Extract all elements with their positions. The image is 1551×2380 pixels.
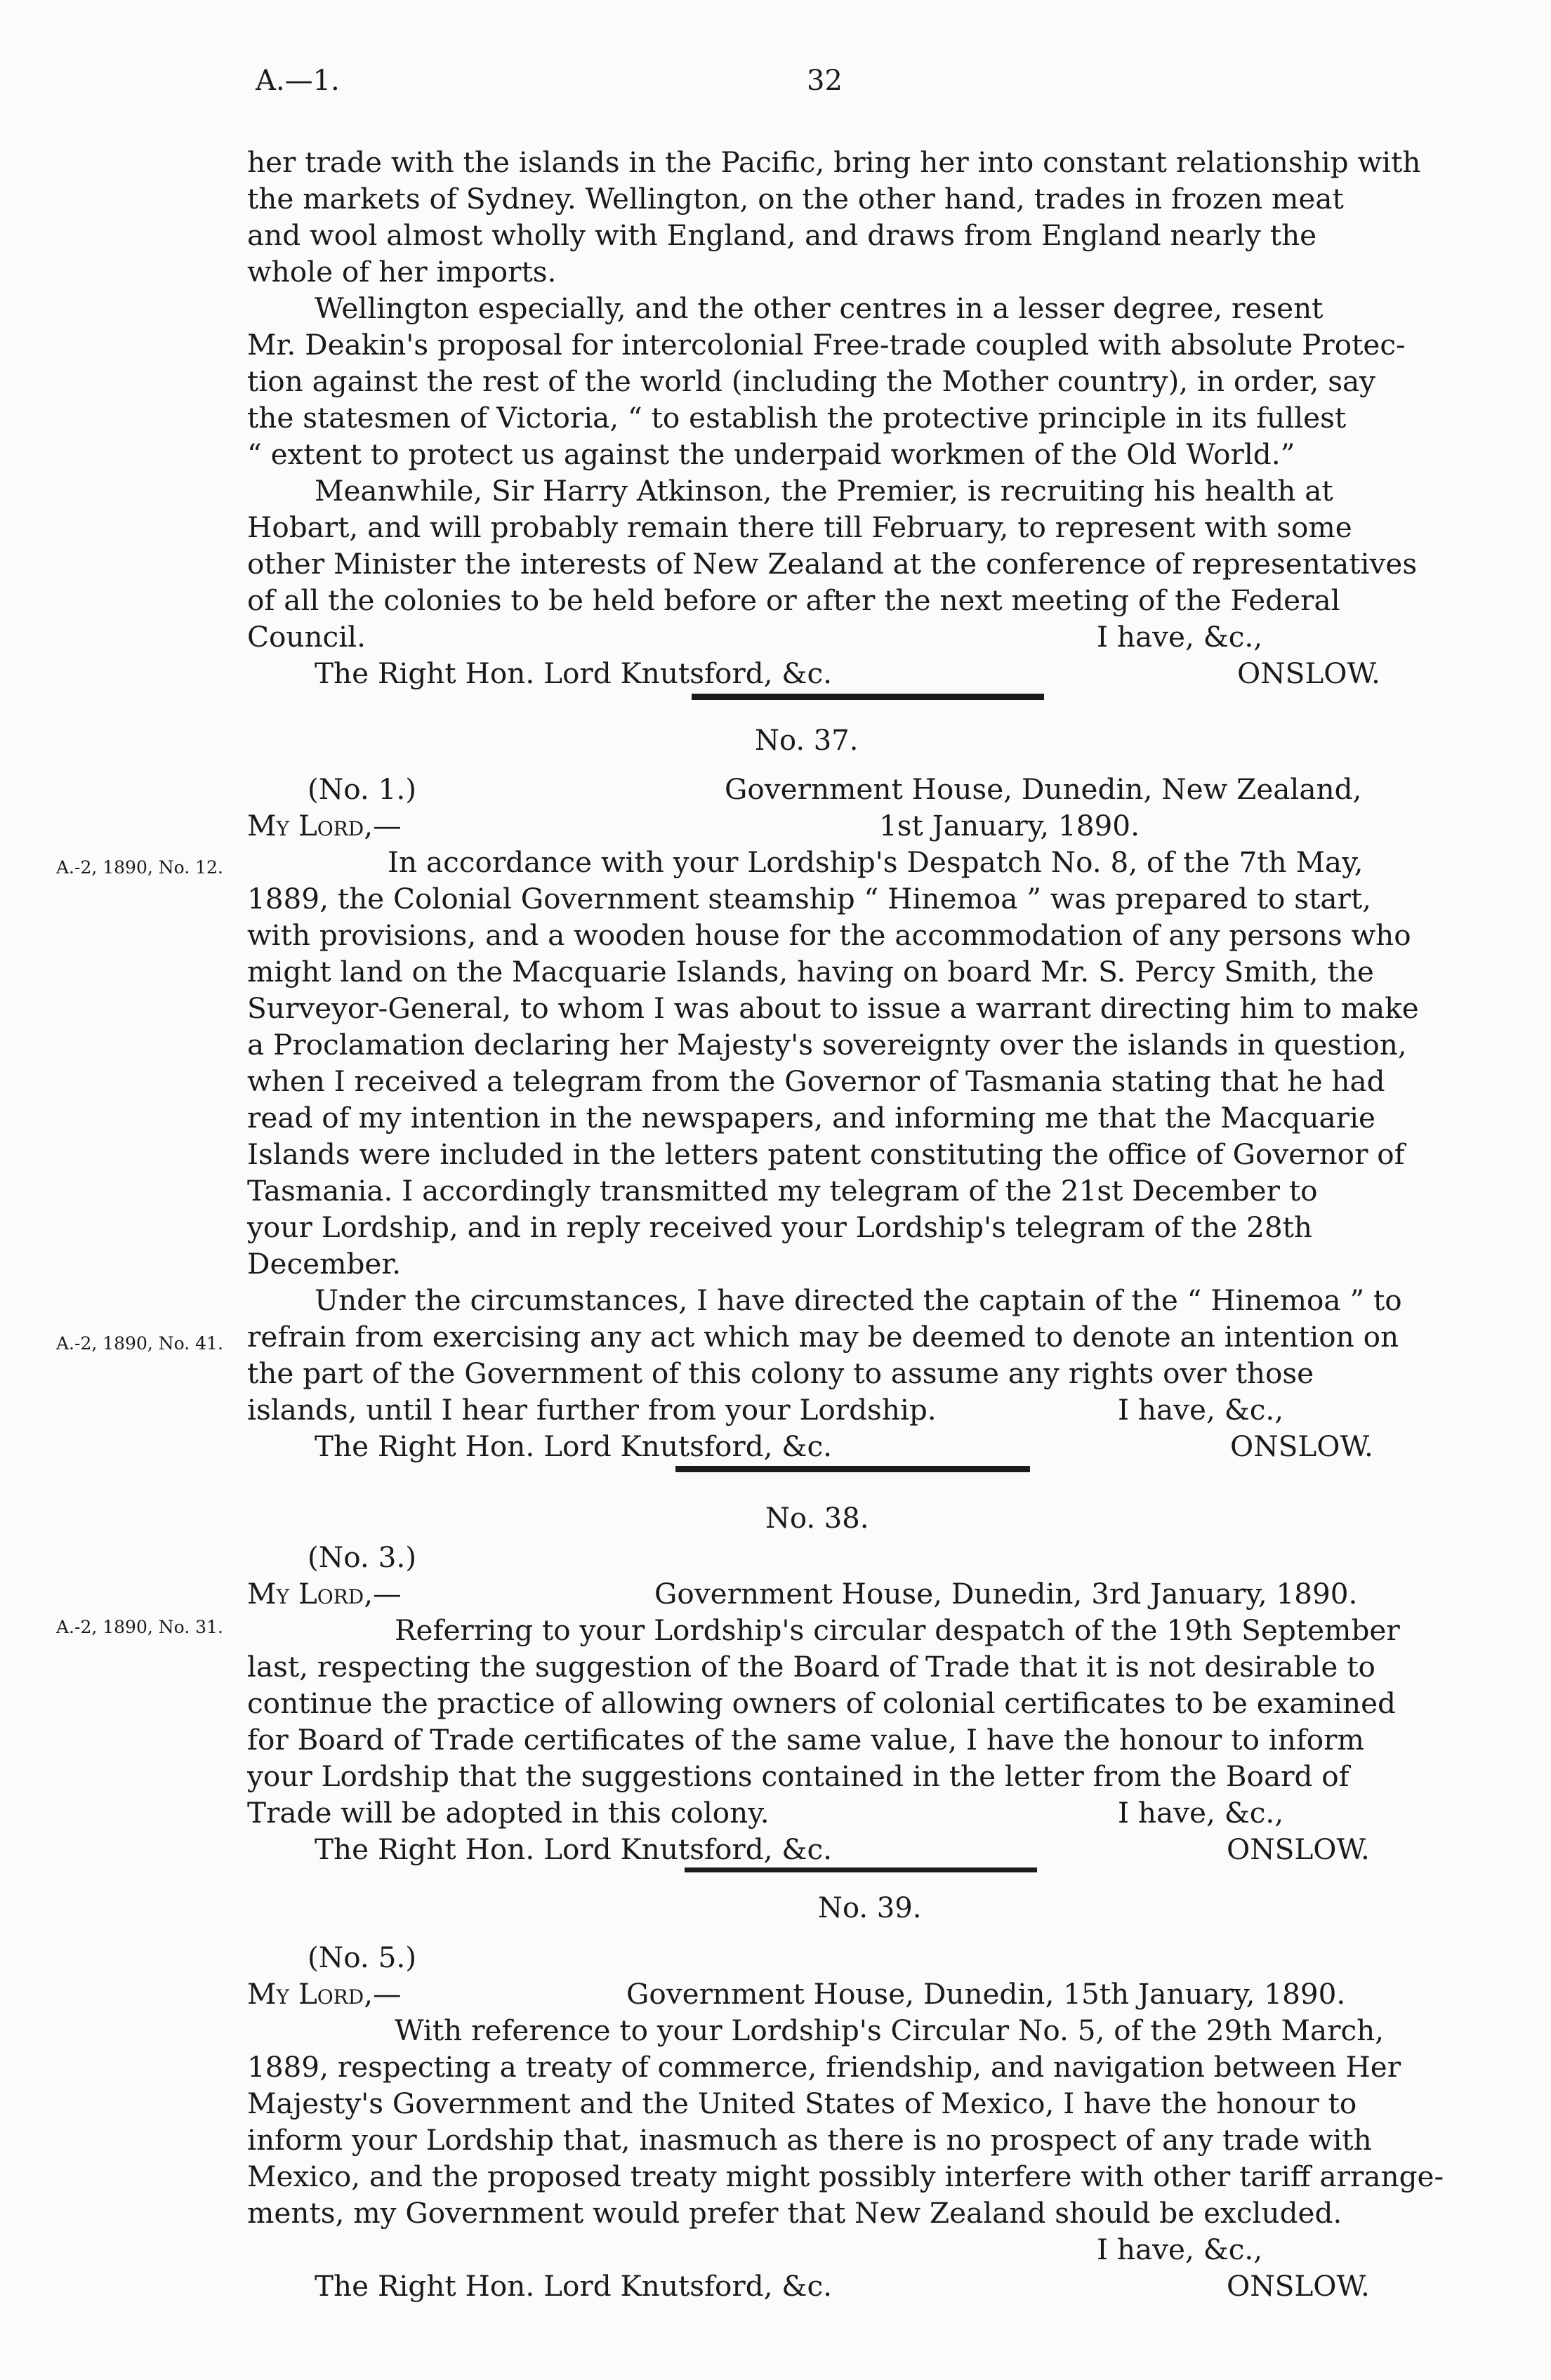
text-line: her trade with the islands in the Pacific, bring her into constant relationship with bbox=[247, 145, 1421, 179]
text-line: “ extent to protect us against the underpaid workmen of the Old World.” bbox=[247, 437, 1295, 471]
text-line: In accordance with your Lordship's Despatch No. 8, of the 7th May, bbox=[388, 845, 1364, 879]
despatch-37 bbox=[247, 771, 1479, 1465]
place-date: Government House, Dunedin, 3rd January, 1890. bbox=[654, 1577, 1358, 1611]
text-line: and wool almost wholly with England, and draws from England nearly the bbox=[247, 218, 1317, 252]
despatch-number-row bbox=[247, 771, 1479, 807]
salutation: My Lord,— bbox=[247, 1977, 402, 2011]
text-line: Wellington especially, and the other centres in a lesser degree, resent bbox=[315, 291, 1324, 325]
closing-row bbox=[247, 1794, 1479, 1831]
closing-formula: I have, &c., bbox=[1118, 1796, 1284, 1830]
closing-formula: I have, &c., bbox=[1097, 2233, 1263, 2266]
despatch-37-paragraph-1 bbox=[247, 844, 1479, 1282]
text-line: Surveyor-General, to whom I was about to issue a warrant directing him to make bbox=[247, 991, 1419, 1025]
margin-reference: A.-2, 1890, No. 31. bbox=[56, 1617, 223, 1637]
closing-row bbox=[247, 2231, 1479, 2268]
text-line: 1889, the Colonial Government steamship “ Hinemoa ” was prepared to start, bbox=[247, 882, 1372, 915]
text-line: might land on the Macquarie Islands, having on board Mr. S. Percy Smith, the bbox=[247, 955, 1374, 989]
continuation-paragraph-2 bbox=[247, 290, 1479, 472]
closing-formula: I have, &c., bbox=[1118, 1393, 1284, 1427]
text-line: Majesty's Government and the United States of Mexico, I have the honour to bbox=[247, 2087, 1357, 2120]
signature: ONSLOW. bbox=[1227, 1832, 1370, 1866]
text-line: Referring to your Lordship's circular despatch of the 19th September bbox=[395, 1613, 1400, 1647]
text-line: your Lordship, and in reply received your Lordship's telegram of the 28th bbox=[247, 1210, 1313, 1244]
continuation-paragraph-3 bbox=[247, 472, 1479, 619]
place: Government House, Dunedin, New Zealand, bbox=[725, 772, 1362, 806]
text-line: Mexico, and the proposed treaty might possibly interfere with other tariff arrange- bbox=[247, 2160, 1444, 2193]
date: 1st January, 1890. bbox=[879, 809, 1140, 842]
text-line: refrain from exercising any act which may be deemed to denote an intention on bbox=[247, 1320, 1399, 1354]
despatch-heading: No. 39. bbox=[818, 1892, 922, 1924]
section-divider bbox=[685, 1867, 1037, 1872]
page-number: 32 bbox=[807, 65, 843, 97]
text-line: Hobart, and will probably remain there till February, to represent with some bbox=[247, 510, 1352, 544]
addressee-row bbox=[247, 1831, 1479, 1867]
closing-row bbox=[247, 1391, 1479, 1428]
addressee-row bbox=[247, 655, 1479, 692]
text-line: continue the practice of allowing owners of colonial certificates to be examined bbox=[247, 1686, 1396, 1720]
place-date: Government House, Dunedin, 15th January, 1890. bbox=[626, 1977, 1346, 2011]
text-line: when I received a telegram from the Governor of Tasmania stating that he had bbox=[247, 1064, 1385, 1098]
text-line: the statesmen of Victoria, “ to establish the protective principle in its fullest bbox=[247, 401, 1347, 435]
signature: ONSLOW. bbox=[1227, 2269, 1370, 2303]
text-line: with provisions, and a wooden house for the accommodation of any persons who bbox=[247, 918, 1411, 952]
text-line: With reference to your Lordship's Circular No. 5, of the 29th March, bbox=[395, 2014, 1385, 2047]
text-line: of all the colonies to be held before or after the next meeting of the Federal bbox=[247, 583, 1340, 617]
addressee-row bbox=[247, 1428, 1479, 1465]
text-line: 1889, respecting a treaty of commerce, friendship, and navigation between Her bbox=[247, 2050, 1401, 2084]
text-line: islands, until I hear further from your Lordship. bbox=[247, 1393, 937, 1427]
despatch-heading: No. 38. bbox=[765, 1502, 869, 1535]
text-line: a Proclamation declaring her Majesty's sovereignty over the islands in question, bbox=[247, 1028, 1407, 1062]
addressee-row bbox=[247, 2268, 1479, 2304]
addressee: The Right Hon. Lord Knutsford, &c. bbox=[315, 1832, 833, 1866]
page-header bbox=[256, 65, 1477, 107]
text-line: read of my intention in the newspapers, and informing me that the Macquarie bbox=[247, 1101, 1375, 1135]
despatch-heading: No. 37. bbox=[755, 725, 859, 757]
text-line: the markets of Sydney. Wellington, on the other hand, trades in frozen meat bbox=[247, 182, 1344, 216]
despatch-number: (No. 3.) bbox=[308, 1540, 417, 1574]
text-line: your Lordship that the suggestions contained in the letter from the Board of bbox=[247, 1759, 1349, 1793]
margin-reference: A.-2, 1890, No. 12. bbox=[56, 857, 223, 878]
text-line: Council. bbox=[247, 620, 367, 654]
text-line: ments, my Government would prefer that New Zealand should be excluded. bbox=[247, 2196, 1342, 2230]
text-line: the part of the Government of this colony to assume any rights over those bbox=[247, 1356, 1314, 1390]
text-line: Meanwhile, Sir Harry Atkinson, the Premier, is recruiting his health at bbox=[315, 474, 1333, 508]
despatch-number: (No. 5.) bbox=[308, 1941, 417, 1974]
salutation-row bbox=[247, 1976, 1479, 2012]
closing-formula: I have, &c., bbox=[1097, 620, 1263, 654]
section-divider bbox=[675, 1466, 1030, 1472]
despatch-39-paragraph bbox=[247, 2012, 1479, 2231]
despatch-39 bbox=[247, 1939, 1479, 2304]
salutation: My Lord,— bbox=[247, 1577, 402, 1611]
continuation-paragraph-1 bbox=[247, 144, 1479, 290]
text-line: Under the circumstances, I have directed the captain of the “ Hinemoa ” to bbox=[315, 1283, 1402, 1317]
continuation-section bbox=[247, 144, 1479, 692]
addressee: The Right Hon. Lord Knutsford, &c. bbox=[315, 656, 833, 690]
despatch-38 bbox=[247, 1539, 1479, 1867]
salutation-row bbox=[247, 807, 1479, 844]
despatch-number-row bbox=[247, 1939, 1479, 1976]
salutation-row bbox=[247, 1575, 1479, 1612]
despatch-number-row bbox=[247, 1539, 1479, 1575]
signature: ONSLOW. bbox=[1230, 1429, 1373, 1463]
text-line: Islands were included in the letters patent constituting the office of Governor of bbox=[247, 1137, 1405, 1171]
document-reference: A.—1. bbox=[256, 65, 340, 97]
text-line: Trade will be adopted in this colony. bbox=[247, 1796, 770, 1830]
salutation: My Lord,— bbox=[247, 809, 402, 842]
despatch-number: (No. 1.) bbox=[308, 772, 417, 806]
despatch-38-paragraph bbox=[247, 1612, 1479, 1794]
addressee: The Right Hon. Lord Knutsford, &c. bbox=[315, 1429, 833, 1463]
margin-reference: A.-2, 1890, No. 41. bbox=[56, 1333, 223, 1354]
text-line: whole of her imports. bbox=[247, 255, 557, 289]
text-line: tion against the rest of the world (including the Mother country), in order, say bbox=[247, 364, 1376, 398]
text-line: last, respecting the suggestion of the Board of Trade that it is not desirable to bbox=[247, 1650, 1375, 1684]
text-line: for Board of Trade certificates of the same value, I have the honour to inform bbox=[247, 1723, 1364, 1757]
closing-row bbox=[247, 619, 1479, 655]
addressee: The Right Hon. Lord Knutsford, &c. bbox=[315, 2269, 833, 2303]
text-line: December. bbox=[247, 1247, 402, 1281]
text-line: inform your Lordship that, inasmuch as there is no prospect of any trade with bbox=[247, 2123, 1372, 2157]
text-line: Mr. Deakin's proposal for intercolonial Free-trade coupled with absolute Protec- bbox=[247, 328, 1406, 362]
text-line: other Minister the interests of New Zealand at the conference of representatives bbox=[247, 547, 1418, 581]
despatch-37-paragraph-2 bbox=[247, 1282, 1479, 1391]
signature: ONSLOW. bbox=[1237, 656, 1380, 690]
text-line: Tasmania. I accordingly transmitted my telegram of the 21st December to bbox=[247, 1174, 1318, 1208]
section-divider bbox=[692, 694, 1044, 700]
